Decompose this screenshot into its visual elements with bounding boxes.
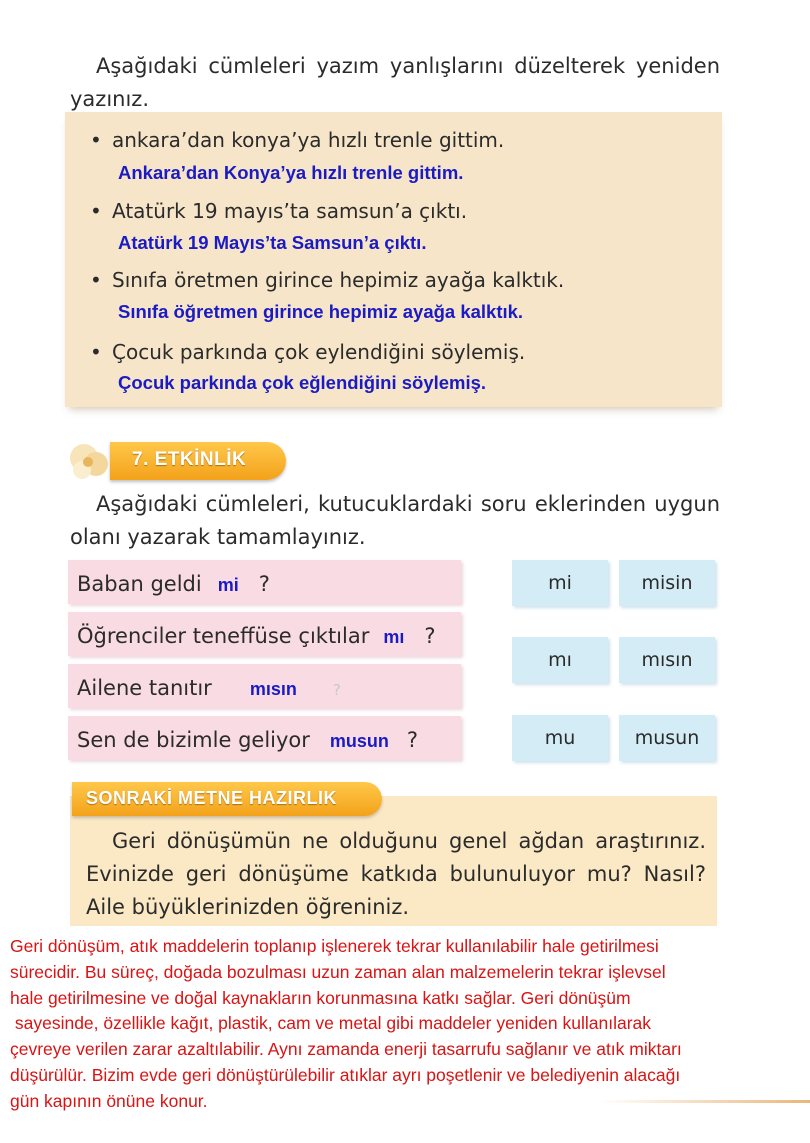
exercise-item-question: • Atatürk 19 mayıs’ta samsun’a çıktı. [90, 199, 468, 223]
activity-badge-label: 7. ETKİNLİK [132, 449, 247, 470]
bullet-icon: • [90, 340, 102, 364]
exercise-item-question: • ankara’dan konya’ya hızlı trenle gittim. [90, 128, 505, 152]
exercise-item-question: • Sınıfa öretmen girince hepimiz ayağa kalktık. [90, 268, 565, 292]
exercise-item-question: • Çocuk parkında çok eylendiğini söylemiş. [90, 340, 526, 364]
answer-line: sürecidir. Bu süreç, doğada bozulması uzun zaman alan malzemelerin tekrar işlevsel [10, 961, 666, 982]
answer-line: gün kapının önüne konur. [10, 1090, 208, 1111]
filled-answer: mi [217, 575, 239, 595]
exercise-item-answer: Çocuk parkında çok eğlendiğini söylemiş. [118, 372, 487, 393]
bullet-icon: • [90, 128, 102, 152]
page-divider [600, 1100, 810, 1103]
answer-line: sayesinde, özellikle kağıt, plastik, cam ve metal gibi maddeler yeniden kullanılarak [10, 1013, 652, 1034]
sentence-row-text: Sen de bizimle geliyor musun ? [77, 728, 419, 752]
bullet-icon: • [90, 199, 102, 223]
answer-paragraph [10, 934, 800, 1115]
activity-instruction: Aşağıdaki cümleleri, kutucuklardaki soru eklerinden uygun olanı yazarak tamamlayınız. [70, 492, 720, 549]
bullet-icon: • [90, 268, 102, 292]
sentence-row-text: Ailene tanıtır mısın ? [77, 676, 341, 700]
option-box: mu [512, 715, 608, 761]
answer-line: hale getirilmesine ve doğal kaynakların korunmasına katkı sağlar. Geri dönüşüm [10, 987, 631, 1008]
exercise-instruction [70, 50, 720, 116]
prep-text: Geri dönüşümün ne olduğunu genel ağdan araştırınız. Evinizde geri dönüşüme katkıda bulunuluyor mu? Nasıl? Aile büyüklerinizden öğreniniz. [86, 829, 706, 919]
option-box: mi [512, 560, 608, 606]
option-box: mı [512, 637, 608, 683]
exercise-item-answer: Sınıfa öğretmen girince hepimiz ayağa kalktık. [118, 301, 524, 322]
flower-decoration-icon [62, 436, 120, 486]
answer-line: Geri dönüşüm, atık maddelerin toplanıp işlenerek tekrar kullanılabilir hale getirilmesi [10, 936, 659, 956]
option-box: misin [619, 560, 715, 606]
option-box: musun [619, 715, 715, 761]
exercise-item-answer: Atatürk 19 Mayıs’ta Samsun’a çıktı. [118, 232, 427, 253]
exercise-item-answer: Ankara’dan Konya’ya hızlı trenle gittim. [118, 162, 464, 183]
filled-answer: musun [329, 731, 389, 751]
answer-line: çevreye verilen zarar azaltılabilir. Aynı zamanda enerji tasarrufu sağlanır ve atık miktarı [10, 1039, 682, 1060]
sentence-row-text: Baban geldi mi ? [77, 572, 270, 596]
sentence-row-text: Öğrenciler teneffüse çıktılar mı ? [77, 624, 436, 648]
option-box: mısın [619, 637, 715, 683]
exercise-instruction-text: Aşağıdaki cümleleri yazım yanlışlarını düzelterek yeniden yazınız. [70, 54, 720, 111]
prep-badge-label: SONRAKİ METNE HAZIRLIK [86, 788, 337, 808]
filled-answer: mısın [249, 679, 297, 699]
answer-line: düşürülür. Bizim evde geri dönüştürülebilir atıklar ayrı poşetlenir ve belediyenin alacağı [10, 1064, 681, 1085]
filled-answer: mı [383, 627, 405, 647]
